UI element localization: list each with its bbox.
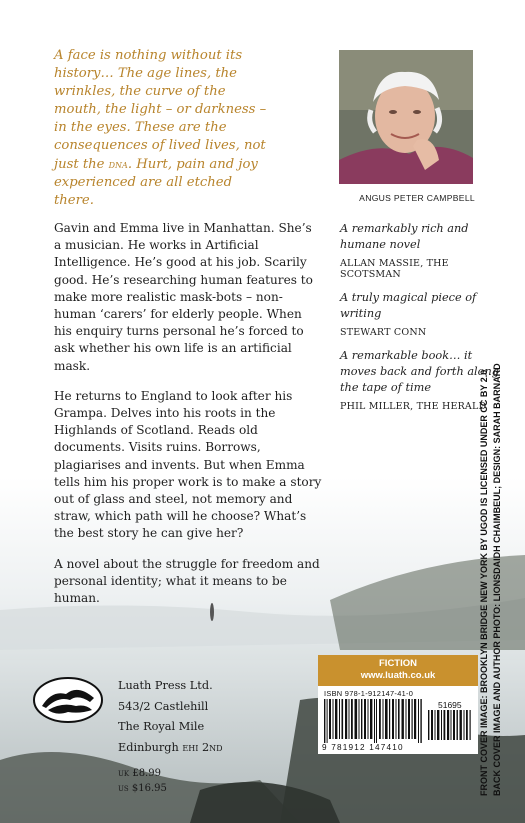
review	[340, 290, 500, 338]
publisher-name: Luath Press Ltd.	[118, 679, 213, 692]
credit-line: BACK COVER IMAGE AND AUTHOR PHOTO: LIONSDAIDH CHAIMBEUL; DESIGN: SARAH BARNARD	[492, 363, 502, 796]
luath-logo-icon	[32, 676, 104, 724]
publisher-url: www.luath.co.uk	[360, 670, 436, 681]
review	[340, 348, 500, 412]
review-source: STEWART CONN	[340, 327, 427, 338]
author-caption: ANGUS PETER CAMPBELL	[359, 193, 475, 203]
epigraph-quote: A face is nothing without its history… The age lines, the wrinkles, the curve of the mouth, the light – or darkness – in the eyes. These are the consequences of lived lives, not just the dna. Hurt, pain and joy experienced are all etched there.	[54, 48, 267, 208]
blurb-paragraph: A novel about the struggle for freedom and personal identity; what it means to be human.	[54, 556, 320, 606]
price-uk: uk £8.99	[118, 768, 161, 779]
publisher-city-line: Edinburgh ehi 2nd	[118, 740, 223, 754]
prices	[118, 766, 167, 796]
barcode	[318, 686, 478, 754]
genre-label: FICTION	[379, 658, 417, 669]
isbn-text: ISBN 978-1-912147-41-0	[324, 689, 414, 698]
review-source: ALLAN MASSIE, THE SCOTSMAN	[340, 258, 449, 280]
publisher-address-line: The Royal Mile	[118, 720, 205, 733]
blurb	[54, 220, 322, 620]
review-quote: A remarkably rich and humane novel	[340, 222, 469, 251]
credit-line: FRONT COVER IMAGE: BROOKLYN BRIDGE NEW YORK BY UGOD IS LICENSED UNDER CC BY 2.0	[479, 369, 489, 796]
review	[340, 221, 500, 280]
review-quote: A remarkable book… it moves back and forth along the tape of time	[340, 349, 499, 394]
publisher-address	[118, 676, 223, 758]
blurb-paragraph: He returns to England to look after his Grampa. Delves into his roots in the Highlands of Scotland. Reads old documents. Visits ruins. Borrows, plagiarises and invents. But when Emma tells him his proper work is to make a story out of glass and steel, not memory and straw, which path will he choose? What’s the best story he can give her?	[54, 388, 322, 541]
price-us: us $16.95	[118, 783, 167, 794]
barcode-addon-number: 51695	[438, 700, 462, 710]
image-credits	[478, 16, 504, 796]
genre-band	[318, 655, 478, 686]
barcode-digits: 9 781912 147410	[322, 743, 404, 752]
blurb-paragraph: Gavin and Emma live in Manhattan. She’s a musician. He works in Artificial Intelligence. He’s good at his job. Scarily good. He’s researching human features to make more realistic mask-bots – non-human ‘carers’ for elderly people. When his enquiry turns personal he’s forced to ask whether his own life is an artificial mask.	[54, 221, 313, 373]
review-quotes	[340, 221, 500, 422]
author-photo	[339, 50, 473, 184]
review-quote: A truly magical piece of writing	[340, 291, 477, 320]
publisher-address-line: 543/2 Castlehill	[118, 699, 209, 713]
review-source: PHIL MILLER, THE HERALD	[340, 401, 487, 412]
